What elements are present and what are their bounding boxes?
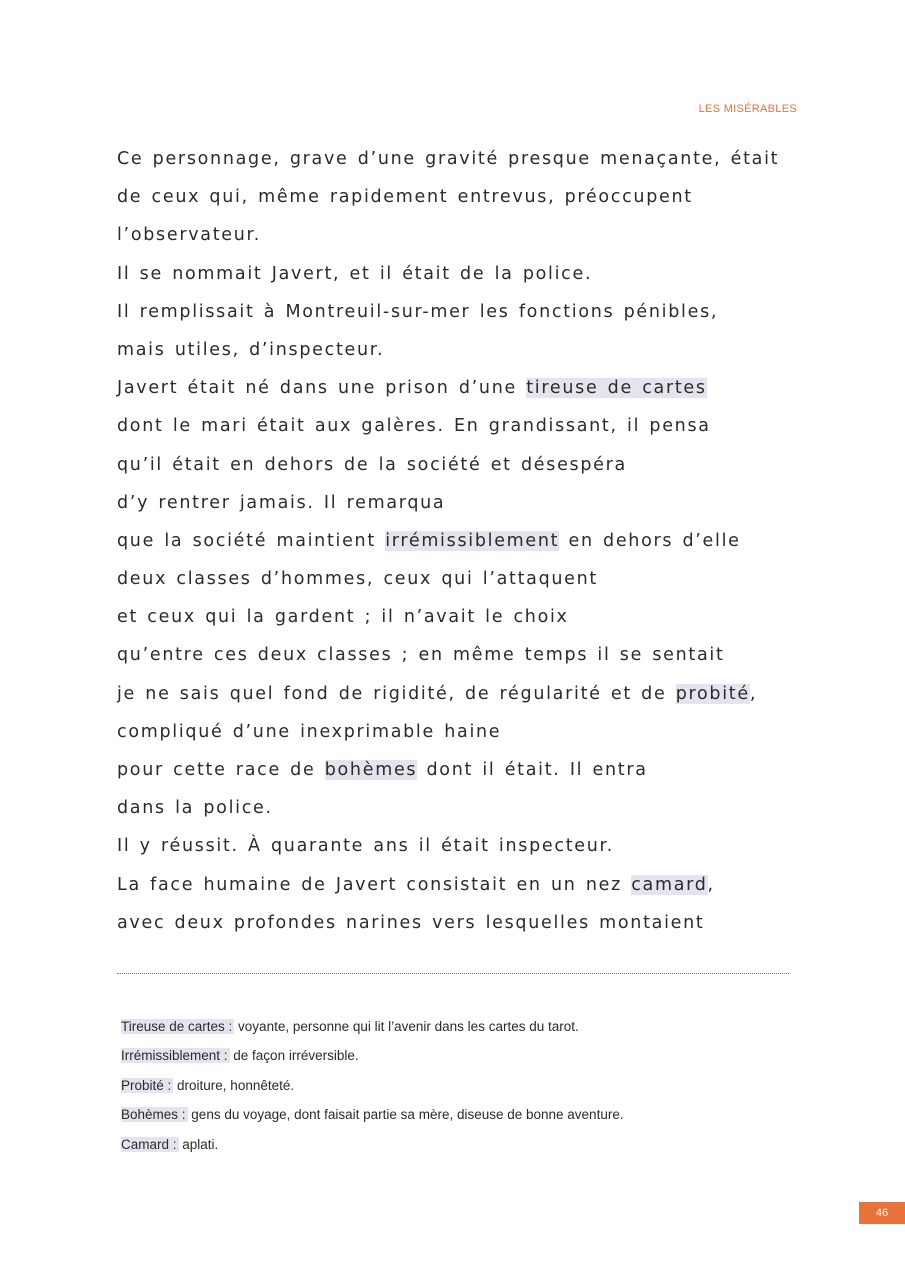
text-segment: Il se nommait Javert, et il était de la police. [117,263,593,284]
text-line [117,374,817,412]
text-segment: en dehors d’elle [559,530,741,551]
text-segment: mais utiles, d’inspecteur. [117,339,385,360]
body-text [117,145,817,947]
footnote-separator [117,973,789,974]
text-line [117,756,817,794]
text-line [117,260,817,298]
note-definition: aplati. [178,1136,219,1152]
note-term: Irrémissiblement : [121,1048,228,1064]
text-segment: , [707,874,715,895]
glossary-term-highlight: bohèmes [324,760,418,780]
text-segment: La face humaine de Javert consistait en un nez [117,874,632,895]
text-line [117,603,817,641]
text-segment: Javert était né dans une prison d’une [117,378,527,399]
text-line [117,794,817,832]
glossary-note [121,1135,624,1164]
text-line [117,451,817,489]
glossary-term-highlight: tireuse de cartes [526,378,707,399]
text-line [117,412,817,450]
text-segment: avec deux profondes narines vers lesquelles montaient [117,912,705,933]
text-segment: qu’il était en dehors de la société et désespéra [117,454,627,475]
text-segment: Il remplissait à Montreuil-sur-mer les fonctions pénibles, [117,301,719,322]
text-segment: compliqué d’une inexprimable haine [117,721,502,742]
text-line [117,336,817,374]
text-line [117,298,817,336]
glossary-term-highlight: irrémissiblement [385,530,560,551]
note-term: Tireuse de cartes : [121,1019,233,1034]
text-line [117,145,817,183]
note-definition: de façon irréversible. [229,1048,359,1064]
text-segment: qu’entre ces deux classes ; en même temps il se sentait [117,645,725,666]
text-line [117,221,817,259]
text-line [117,527,817,565]
text-segment: , [749,683,758,704]
text-segment: Il y réussit. À quarante ans il était inspecteur. [117,836,615,857]
text-segment: deux classes d’hommes, ceux qui l’attaquent [117,569,598,590]
text-segment: pour cette race de [117,760,325,780]
text-segment: dans la police. [117,798,273,819]
text-segment: l’observateur. [117,225,262,246]
note-term: Probité : [121,1077,172,1093]
text-line [117,718,817,756]
glossary-term-highlight: camard [631,874,708,895]
glossary-term-highlight: probité [675,683,750,704]
glossary-note [121,1017,624,1046]
text-segment: d’y rentrer jamais. Il remarqua [117,492,446,513]
text-segment: dont il était. Il entra [417,760,648,780]
text-line [117,489,817,527]
note-definition: droiture, honnêteté. [173,1077,295,1093]
glossary-note [121,1105,624,1134]
text-segment: Ce personnage, grave d’une gravité presque menaçante, était [117,149,780,169]
text-line [117,832,817,870]
text-line [117,909,817,947]
running-header: LES MISÉRABLES [698,103,797,115]
glossary-note [121,1046,624,1075]
page-number: 46 [859,1202,905,1224]
text-segment: je ne sais quel fond de rigidité, de régularité et de [117,683,676,704]
note-definition: voyante, personne qui lit l’avenir dans les cartes du tarot. [234,1019,579,1034]
text-segment: que la société maintient [117,530,386,551]
glossary-notes [121,1017,624,1164]
glossary-note [121,1076,624,1105]
note-term: Camard : [121,1136,177,1152]
text-line [117,680,817,718]
text-line [117,641,817,679]
text-line [117,565,817,603]
note-definition: gens du voyage, dont faisait partie sa mère, diseuse de bonne aventure. [187,1107,624,1123]
text-segment: dont le mari était aux galères. En grandissant, il pensa [117,416,711,437]
text-line [117,871,817,909]
note-term: Bohèmes : [121,1107,186,1123]
text-line [117,183,817,221]
text-segment: et ceux qui la gardent ; il n’avait le choix [117,607,569,628]
text-segment: de ceux qui, même rapidement entrevus, préoccupent [117,187,693,208]
